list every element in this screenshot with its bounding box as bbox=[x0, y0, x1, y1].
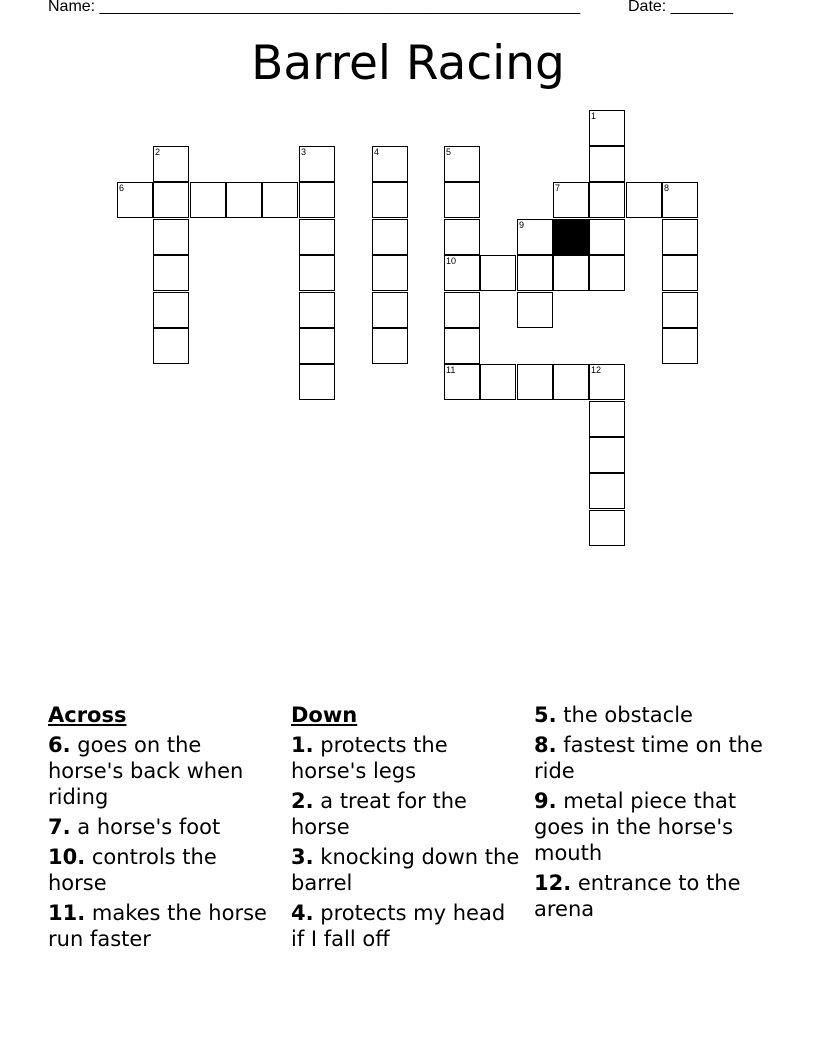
grid-cell[interactable] bbox=[372, 255, 408, 291]
grid-cell[interactable] bbox=[153, 182, 189, 218]
clue-number: 1 bbox=[591, 111, 597, 121]
down-clue: 5. the obstacle bbox=[534, 703, 693, 727]
clue-number: 12 bbox=[591, 365, 602, 375]
down-clue: 4. protects my head if I fall off bbox=[291, 901, 506, 951]
grid-cell[interactable] bbox=[553, 255, 589, 291]
down-clue: 2. a treat for the horse bbox=[291, 789, 467, 839]
grid-cell[interactable] bbox=[226, 182, 262, 218]
grid-cell[interactable] bbox=[517, 219, 553, 255]
grid-cell[interactable] bbox=[553, 182, 589, 218]
clue-number: 7 bbox=[555, 183, 561, 193]
down-clue: 9. metal piece that goes in the horse's mouth bbox=[534, 789, 737, 865]
name-label: Name: ______________________________________________________ bbox=[48, 0, 581, 15]
grid-cell[interactable] bbox=[589, 364, 625, 400]
grid-cell[interactable] bbox=[480, 255, 516, 291]
grid-cell[interactable] bbox=[190, 182, 226, 218]
grid-cell[interactable] bbox=[299, 364, 335, 400]
grid-cell[interactable] bbox=[662, 182, 698, 218]
clue-number: 9 bbox=[519, 220, 525, 230]
grid-cell[interactable] bbox=[589, 110, 625, 146]
grid-cell[interactable] bbox=[262, 182, 298, 218]
black-square bbox=[553, 219, 589, 255]
grid-cell[interactable] bbox=[153, 292, 189, 328]
grid-cell[interactable] bbox=[153, 219, 189, 255]
clue-number: 6 bbox=[119, 183, 125, 193]
grid-cell[interactable] bbox=[662, 255, 698, 291]
clue-number: 10 bbox=[446, 256, 457, 266]
grid-cell[interactable] bbox=[589, 182, 625, 218]
across-clue: 10. controls the horse bbox=[48, 845, 217, 895]
grid-cell[interactable] bbox=[117, 182, 153, 218]
grid-cell[interactable] bbox=[553, 364, 589, 400]
grid-cell[interactable] bbox=[299, 328, 335, 364]
down-heading: Down bbox=[291, 703, 358, 727]
grid-cell[interactable] bbox=[153, 328, 189, 364]
clue-list bbox=[48, 702, 778, 1002]
grid-cell[interactable] bbox=[626, 182, 662, 218]
clue-column-1 bbox=[48, 702, 280, 956]
across-heading: Across bbox=[48, 703, 127, 727]
clue-number: 11 bbox=[446, 365, 456, 375]
grid-cell[interactable] bbox=[517, 292, 553, 328]
date-label: Date: _______ bbox=[628, 0, 733, 15]
grid-cell[interactable] bbox=[372, 182, 408, 218]
grid-cell[interactable] bbox=[444, 182, 480, 218]
down-clue: 1. protects the horse's legs bbox=[291, 733, 448, 783]
clue-column-2 bbox=[291, 702, 523, 956]
grid-cell[interactable] bbox=[662, 219, 698, 255]
grid-cell[interactable] bbox=[589, 401, 625, 437]
grid-cell[interactable] bbox=[589, 473, 625, 509]
down-clue: 12. entrance to the arena bbox=[534, 871, 741, 921]
clue-column-3 bbox=[534, 702, 766, 926]
grid-cell[interactable] bbox=[589, 146, 625, 182]
grid-cell[interactable] bbox=[589, 510, 625, 546]
grid-cell[interactable] bbox=[589, 219, 625, 255]
grid-cell[interactable] bbox=[444, 219, 480, 255]
grid-cell[interactable] bbox=[299, 292, 335, 328]
clue-number: 3 bbox=[301, 147, 307, 157]
grid-cell[interactable] bbox=[444, 328, 480, 364]
grid-cell[interactable] bbox=[299, 182, 335, 218]
grid-cell[interactable] bbox=[299, 219, 335, 255]
grid-cell[interactable] bbox=[589, 437, 625, 473]
clue-number: 2 bbox=[155, 147, 161, 157]
grid-cell[interactable] bbox=[517, 255, 553, 291]
grid-cell[interactable] bbox=[444, 364, 480, 400]
grid-cell[interactable] bbox=[153, 146, 189, 182]
grid-cell[interactable] bbox=[372, 328, 408, 364]
across-clue: 7. a horse's foot bbox=[48, 815, 221, 839]
grid-cell[interactable] bbox=[662, 328, 698, 364]
puzzle-title: Barrel Racing bbox=[251, 36, 565, 91]
grid-cell[interactable] bbox=[299, 255, 335, 291]
grid-cell[interactable] bbox=[444, 146, 480, 182]
grid-cell[interactable] bbox=[444, 292, 480, 328]
grid-cell[interactable] bbox=[662, 292, 698, 328]
grid-cell[interactable] bbox=[589, 255, 625, 291]
clue-number: 4 bbox=[374, 147, 380, 157]
clue-number: 8 bbox=[664, 183, 670, 193]
grid-cell[interactable] bbox=[480, 364, 516, 400]
across-clue: 11. makes the horse run faster bbox=[48, 901, 267, 951]
down-clue: 3. knocking down the barrel bbox=[291, 845, 520, 895]
grid-cell[interactable] bbox=[299, 146, 335, 182]
across-clue: 6. goes on the horse's back when riding bbox=[48, 733, 244, 809]
grid-cell[interactable] bbox=[517, 364, 553, 400]
down-clue: 8. fastest time on the ride bbox=[534, 733, 763, 783]
grid-cell[interactable] bbox=[372, 219, 408, 255]
clue-number: 5 bbox=[446, 147, 452, 157]
grid-cell[interactable] bbox=[372, 292, 408, 328]
grid-cell[interactable] bbox=[444, 255, 480, 291]
grid-cell[interactable] bbox=[372, 146, 408, 182]
grid-cell[interactable] bbox=[153, 255, 189, 291]
